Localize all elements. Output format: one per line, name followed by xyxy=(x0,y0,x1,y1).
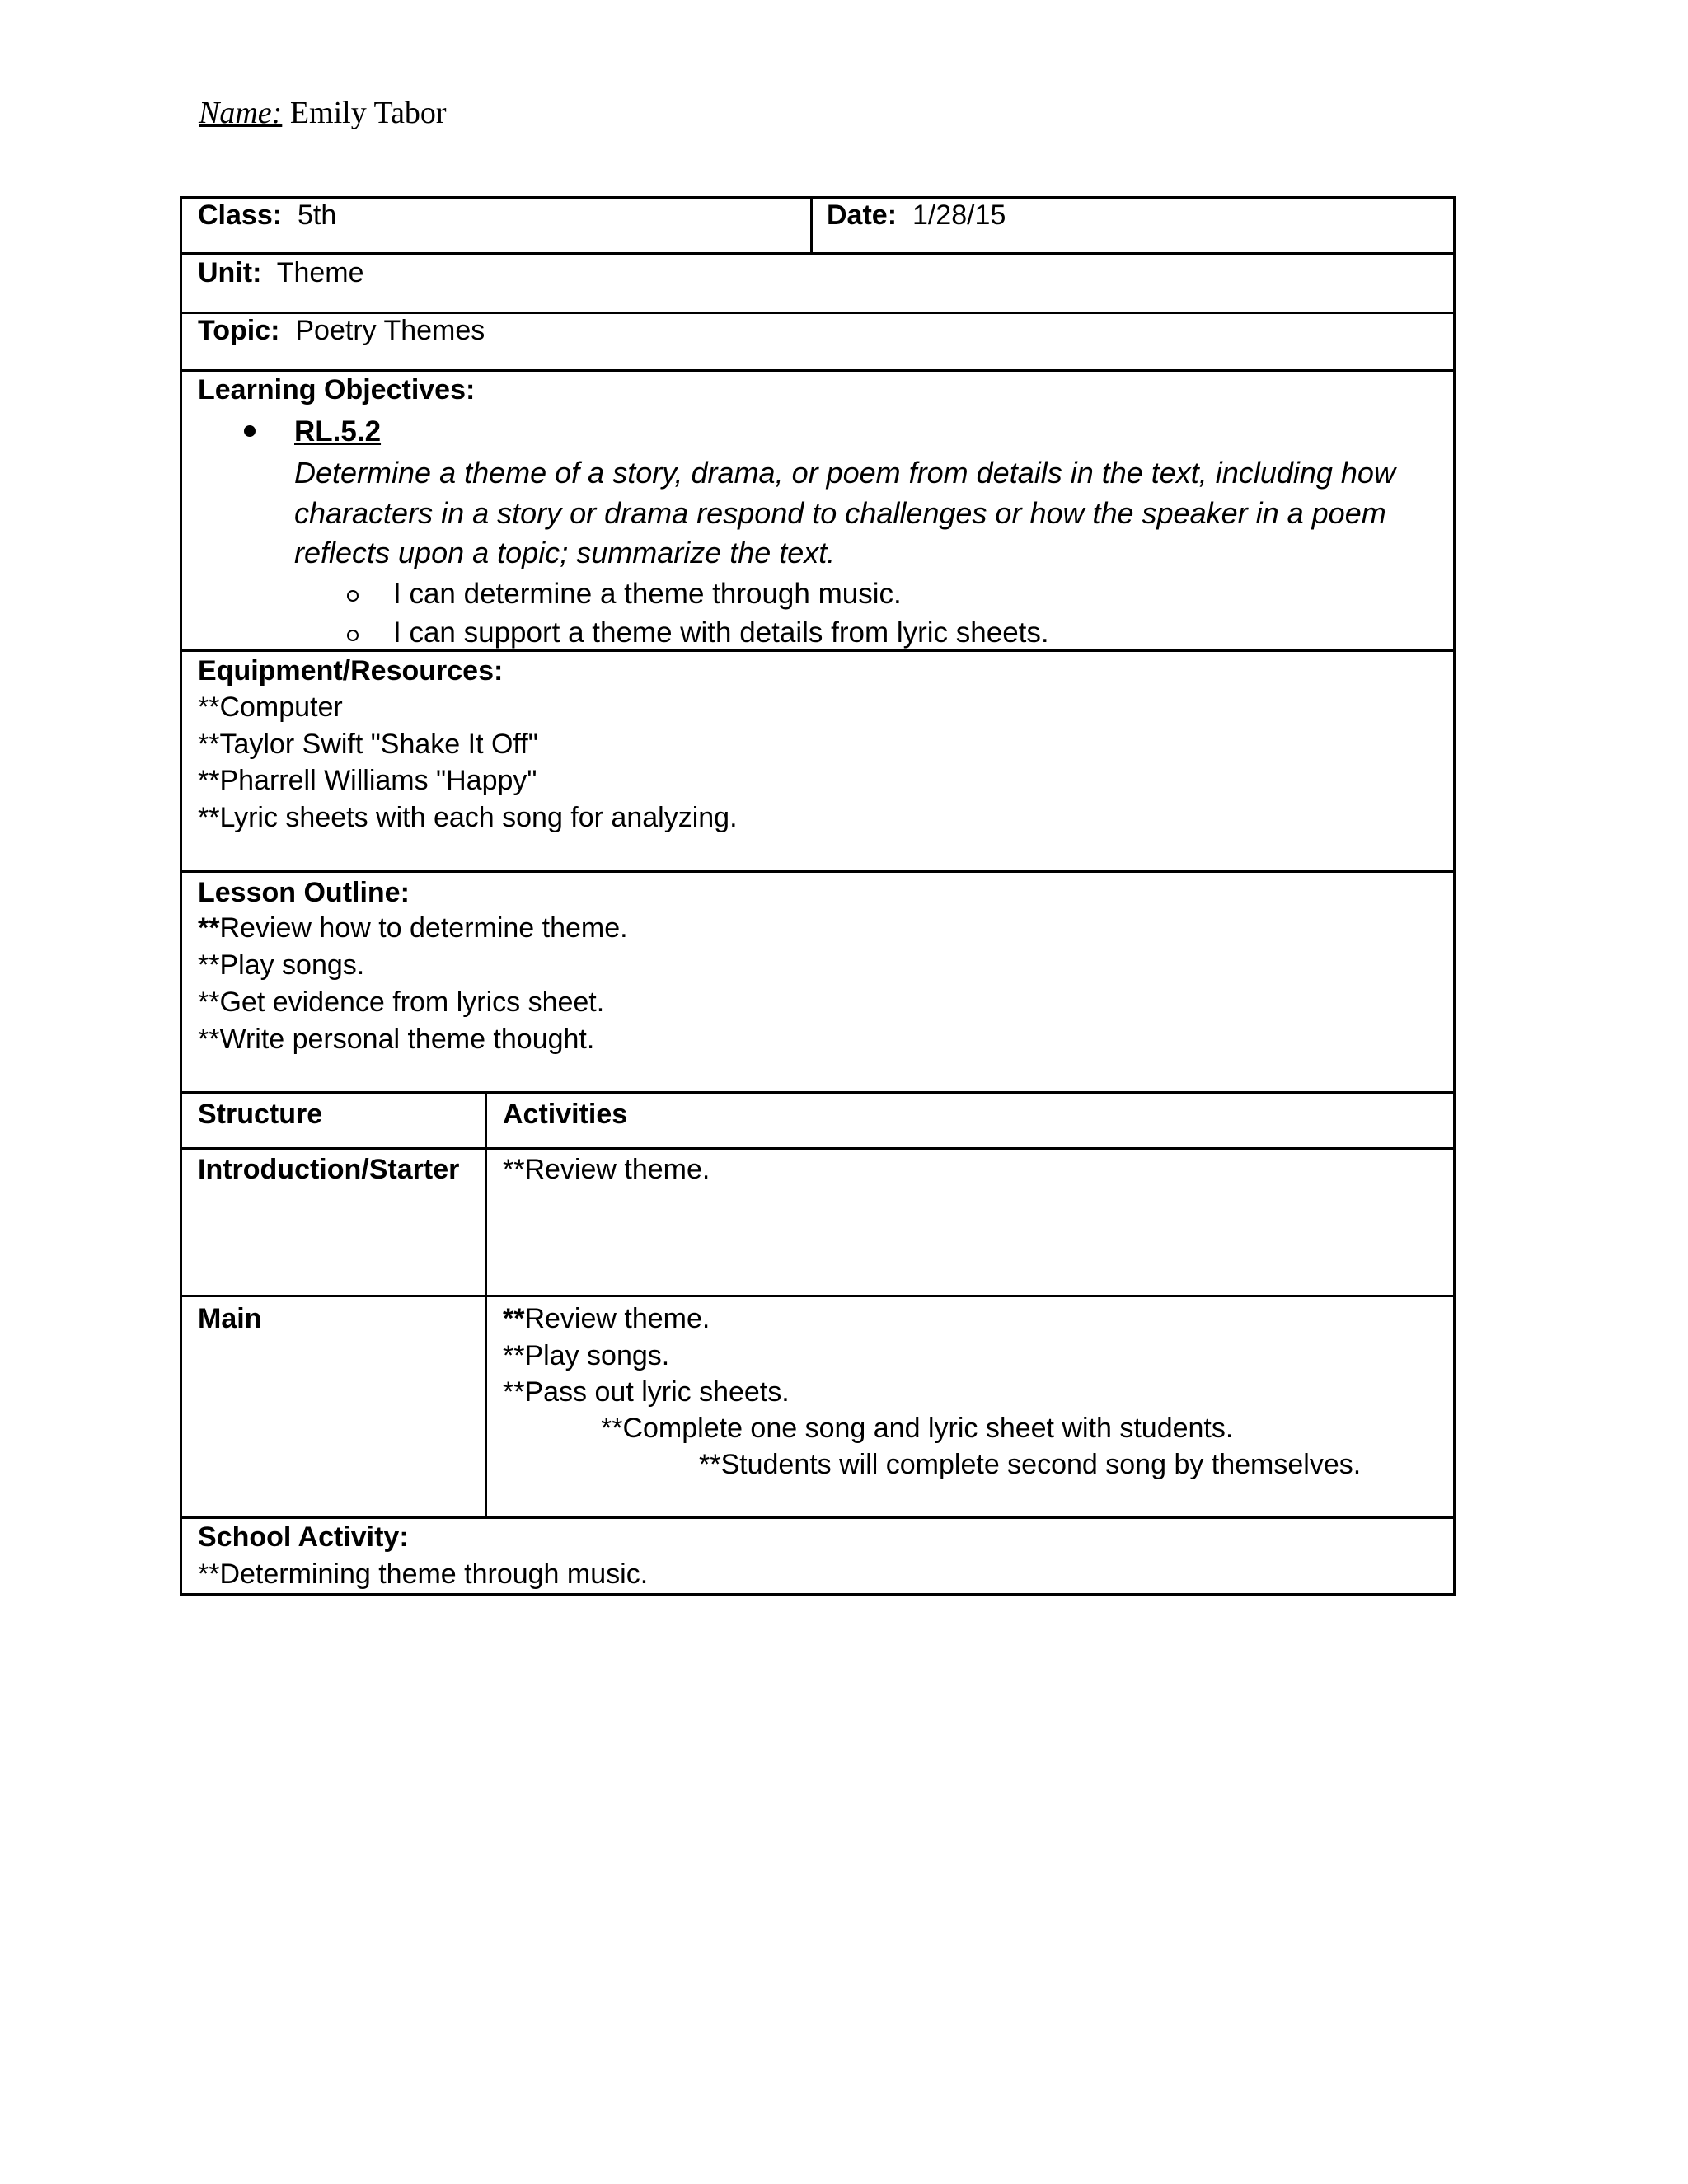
main-activity-line: **Students will complete second song by themselves. xyxy=(699,1449,1362,1480)
row-divider xyxy=(181,870,1453,873)
outline-label: Lesson Outline: xyxy=(198,877,410,908)
bullet-icon xyxy=(244,425,256,437)
date-label: Date: xyxy=(827,199,898,231)
main-activity-text: Review theme. xyxy=(524,1303,710,1334)
topic-field xyxy=(198,316,485,344)
date-field xyxy=(827,201,1006,229)
class-label: Class: xyxy=(198,199,283,231)
unit-label: Unit: xyxy=(198,257,262,288)
class-value: 5th xyxy=(297,199,337,231)
standard-description-line: characters in a story or drama respond to challenges or how the speaker in a poem xyxy=(294,496,1386,530)
standard-description-line: reflects upon a topic; summarize the text. xyxy=(294,536,836,569)
standard-code: RL.5.2 xyxy=(294,415,382,448)
date-value: 1/28/15 xyxy=(912,199,1006,231)
unit-field xyxy=(198,259,364,287)
circle-bullet-icon xyxy=(347,630,359,641)
structure-column-header: Structure xyxy=(198,1099,323,1130)
class-field xyxy=(198,201,336,229)
objective-goal: I can determine a theme through music. xyxy=(393,578,902,610)
equipment-item: **Computer xyxy=(198,691,343,723)
equipment-item: **Lyric sheets with each song for analyzing. xyxy=(198,802,738,833)
outline-item: **Play songs. xyxy=(198,949,365,981)
activities-column-header: Activities xyxy=(503,1099,628,1130)
main-activity-line: **Play songs. xyxy=(503,1340,670,1371)
main-activity-line: **Pass out lyric sheets. xyxy=(503,1376,790,1408)
outline-item: **Write personal theme thought. xyxy=(198,1024,595,1055)
topic-value: Poetry Themes xyxy=(295,315,485,346)
row-divider xyxy=(181,369,1453,372)
equipment-item: **Taylor Swift "Shake It Off" xyxy=(198,729,538,760)
class-date-divider xyxy=(810,196,813,254)
objectives-label: Learning Objectives: xyxy=(198,374,476,405)
unit-value: Theme xyxy=(276,257,364,288)
main-structure-label: Main xyxy=(198,1303,262,1334)
row-divider xyxy=(181,1295,1453,1297)
outline-item: **Get evidence from lyrics sheet. xyxy=(198,987,605,1018)
main-activity-line xyxy=(503,1305,710,1333)
equipment-item: **Pharrell Williams "Happy" xyxy=(198,765,537,796)
intro-activity: **Review theme. xyxy=(503,1154,710,1185)
main-activity-line: **Complete one song and lyric sheet with students. xyxy=(601,1413,1234,1444)
intro-structure-label: Introduction/Starter xyxy=(198,1154,460,1185)
standard-description-line: Determine a theme of a story, drama, or poem from details in the text, including how xyxy=(294,456,1395,490)
outline-item-text: Review how to determine theme. xyxy=(219,912,628,944)
structure-column-divider xyxy=(485,1091,487,1518)
topic-label: Topic: xyxy=(198,315,280,346)
row-divider xyxy=(181,649,1453,652)
row-divider xyxy=(181,1516,1453,1519)
school-activity-value: **Determining theme through music. xyxy=(198,1558,649,1590)
row-divider xyxy=(181,1091,1453,1094)
name-label: Name: xyxy=(199,96,283,130)
row-divider xyxy=(181,312,1453,314)
objective-goal: I can support a theme with details from lyric sheets. xyxy=(393,616,1049,649)
main-activity-prefix: ** xyxy=(503,1303,525,1334)
outline-item xyxy=(198,914,628,942)
circle-bullet-icon xyxy=(347,590,359,602)
school-activity-label: School Activity: xyxy=(198,1521,409,1553)
row-divider xyxy=(181,1147,1453,1150)
equipment-label: Equipment/Resources: xyxy=(198,655,504,687)
outline-item-prefix: ** xyxy=(198,912,220,944)
name-header xyxy=(199,95,447,131)
name-value: Emily Tabor xyxy=(289,96,447,130)
row-divider xyxy=(181,252,1453,255)
